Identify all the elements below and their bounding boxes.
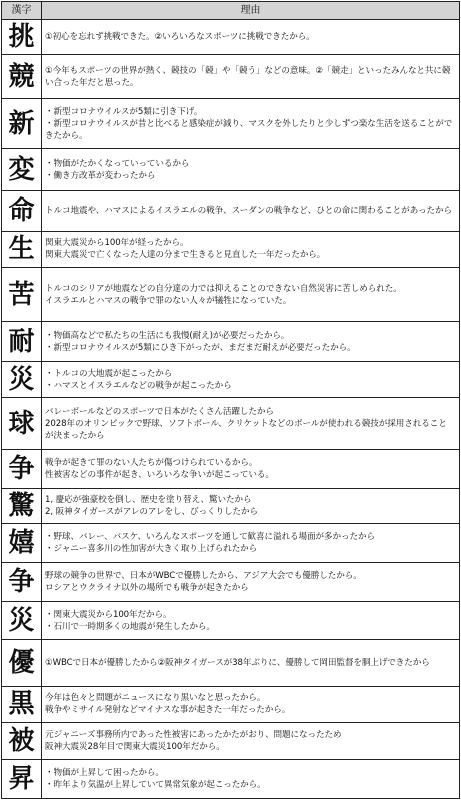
reason-line: 戦争が起きて罪のない人たちが傷つけられているから。 — [45, 457, 258, 468]
reason-cell — [42, 760, 460, 799]
reason-cell — [42, 601, 460, 639]
header-kanji: 漢字 — [2, 2, 42, 20]
table-row — [2, 231, 460, 267]
reason-line: ・関東大震災から100年だから。 — [45, 609, 172, 620]
reason-line: ・物価がたかくなっていっているから — [45, 158, 190, 169]
reason-line: ・働き方改革が変わったから — [45, 170, 156, 181]
table-row — [2, 361, 460, 397]
header-row — [2, 2, 460, 20]
reason-line: 1, 慶応が強豪校を倒し、歴史を塗り替え、驚いたから — [45, 494, 252, 505]
kanji-cell: 昇 — [2, 760, 42, 799]
reason-cell — [42, 361, 460, 397]
reason-cell — [42, 563, 460, 601]
kanji-cell: 災 — [2, 361, 42, 397]
reason-cell — [42, 231, 460, 267]
reason-line: 関東大震災で亡くなった人達の分まで生きると見直した一年だったから。 — [45, 250, 326, 261]
reason-line: 今年は色々と問題がニュースになり黒いなと思ったから。 — [45, 693, 266, 704]
table-row — [2, 450, 460, 488]
table-row — [2, 99, 460, 149]
reason-cell — [42, 267, 460, 321]
kanji-cell: 新 — [2, 99, 42, 149]
reason-cell — [42, 686, 460, 722]
reason-cell — [42, 20, 460, 55]
table-row — [2, 563, 460, 601]
reason-line: 阪神大震災28年目で関東大震災100年だから。 — [45, 742, 225, 753]
header-reason: 理由 — [42, 2, 460, 20]
kanji-cell: 優 — [2, 640, 42, 686]
kanji-cell: 変 — [2, 149, 42, 191]
reason-line: ・野球、バレー、バスケ、いろんなスポーツを通して歓喜に溢れる場面が多かったから — [45, 532, 375, 543]
kanji-cell: 球 — [2, 398, 42, 450]
reason-cell — [42, 640, 460, 686]
kanji-reason-table — [1, 1, 460, 799]
kanji-cell: 生 — [2, 231, 42, 267]
table-row — [2, 149, 460, 191]
reason-line: 関東大震災から100年が経ったから。 — [45, 238, 189, 249]
reason-line: 2028年のオリンピックで野球、ソフトボール、クリケットなどのボールが使われる競技が採用されることが決まったから — [45, 418, 447, 441]
table-row — [2, 322, 460, 362]
table-row — [2, 190, 460, 231]
table-row — [2, 601, 460, 639]
reason-line: バレーボールなどのスポーツで日本がたくさん活躍したから — [45, 406, 274, 417]
kanji-cell: 争 — [2, 450, 42, 488]
table-row — [2, 760, 460, 799]
reason-cell — [42, 55, 460, 99]
table-row — [2, 20, 460, 55]
reason-cell — [42, 450, 460, 488]
reason-line: 元ジャニーズ事務所内であった性被害にあったかたがおり、問題になったため — [45, 730, 342, 741]
table-body — [2, 20, 460, 799]
kanji-cell: 驚 — [2, 488, 42, 523]
kanji-cell: 被 — [2, 723, 42, 760]
reason-line: ・石川で一時期多くの地震が発生したから。 — [45, 621, 215, 632]
table-row — [2, 488, 460, 523]
reason-line: ①今年もスポーツの世界が熱く、競技の「競」や「競う」などの意味。②「競走」といったみんなと共に競い合った年だと思った。 — [45, 65, 451, 88]
reason-line: ①WBCで日本が優勝したから②阪神タイガースが38年ぶりに、優勝して岡田監督を胴上げできたから — [45, 658, 430, 669]
reason-line: ロシアとウクライナ以外の場所でも戦争が起きたから — [45, 583, 249, 594]
table-row — [2, 686, 460, 722]
reason-cell — [42, 322, 460, 362]
reason-line: 2, 阪神タイガースがアレのアレをし、びっくりしたから — [45, 506, 258, 517]
reason-cell — [42, 523, 460, 563]
reason-line: トルコのシリアが地震などの自分達の力では抑えることのできない自然災害に苦しめられた。 — [45, 283, 402, 294]
kanji-cell: 争 — [2, 563, 42, 601]
reason-line: ①初心を忘れず挑戦できた。②いろいろなスポーツに挑戦できたから。 — [45, 32, 315, 43]
reason-line: ・物価が上昇して困ったから。 — [45, 768, 164, 779]
kanji-cell: 災 — [2, 601, 42, 639]
reason-cell — [42, 149, 460, 191]
table-row — [2, 640, 460, 686]
reason-line: ・昨年より気温が上昇していて異常気象が起こったから。 — [45, 780, 266, 791]
reason-line: ・新型コロナウイルスが昔と比べると感染症が減り、マスクを外したりと少しずつ楽な生活を送ることができたから。 — [45, 118, 453, 141]
reason-cell — [42, 723, 460, 760]
reason-line: 野球の競争の世界で、日本がWBCで優勝したから、アジア大会でも優勝したから。 — [45, 571, 362, 582]
table-row — [2, 723, 460, 760]
kanji-cell: 挑 — [2, 20, 42, 55]
reason-cell — [42, 488, 460, 523]
table-row — [2, 398, 460, 450]
table-row — [2, 523, 460, 563]
kanji-cell: 黒 — [2, 686, 42, 722]
table-row — [2, 55, 460, 99]
kanji-cell: 嬉 — [2, 523, 42, 563]
reason-cell — [42, 190, 460, 231]
reason-line: ・ジャニー喜多川の性加害が大きく取り上げられたから — [45, 544, 258, 555]
kanji-cell: 耐 — [2, 322, 42, 362]
reason-line: 戦争やミサイル発射などマイナスな事が起きた一年だったから。 — [45, 705, 291, 716]
reason-line: イスラエルとハマスの戦争で罪のない人々が犠牲になっていた。 — [45, 295, 292, 306]
kanji-cell: 競 — [2, 55, 42, 99]
reason-line: トルコ地震や、ハマスによるイスラエルの戦争、スーダンの戦争など、ひとの命に関わることがあったから — [45, 205, 453, 216]
reason-line: ・物価高などで私たちの生活にも我慢(耐え)が必要だったから。 — [45, 330, 290, 341]
reason-cell — [42, 99, 460, 149]
reason-line: ・トルコの大地震が起こったから — [45, 368, 173, 379]
reason-line: ・ハマスとイスラエルなどの戦争が起こったから — [45, 380, 232, 391]
reason-line: 性被害などの事件が起き、いろいろな争いが起こっている。 — [45, 469, 274, 480]
reason-line: ・新型コロナウイルスが5類にひき下がったが、まだまだ耐えが必要だったから。 — [45, 342, 356, 353]
table-row — [2, 267, 460, 321]
reason-cell — [42, 398, 460, 450]
kanji-cell: 苦 — [2, 267, 42, 321]
reason-line: ・新型コロナウイルスが5類に引き下げ。 — [45, 106, 203, 117]
kanji-cell: 命 — [2, 190, 42, 231]
